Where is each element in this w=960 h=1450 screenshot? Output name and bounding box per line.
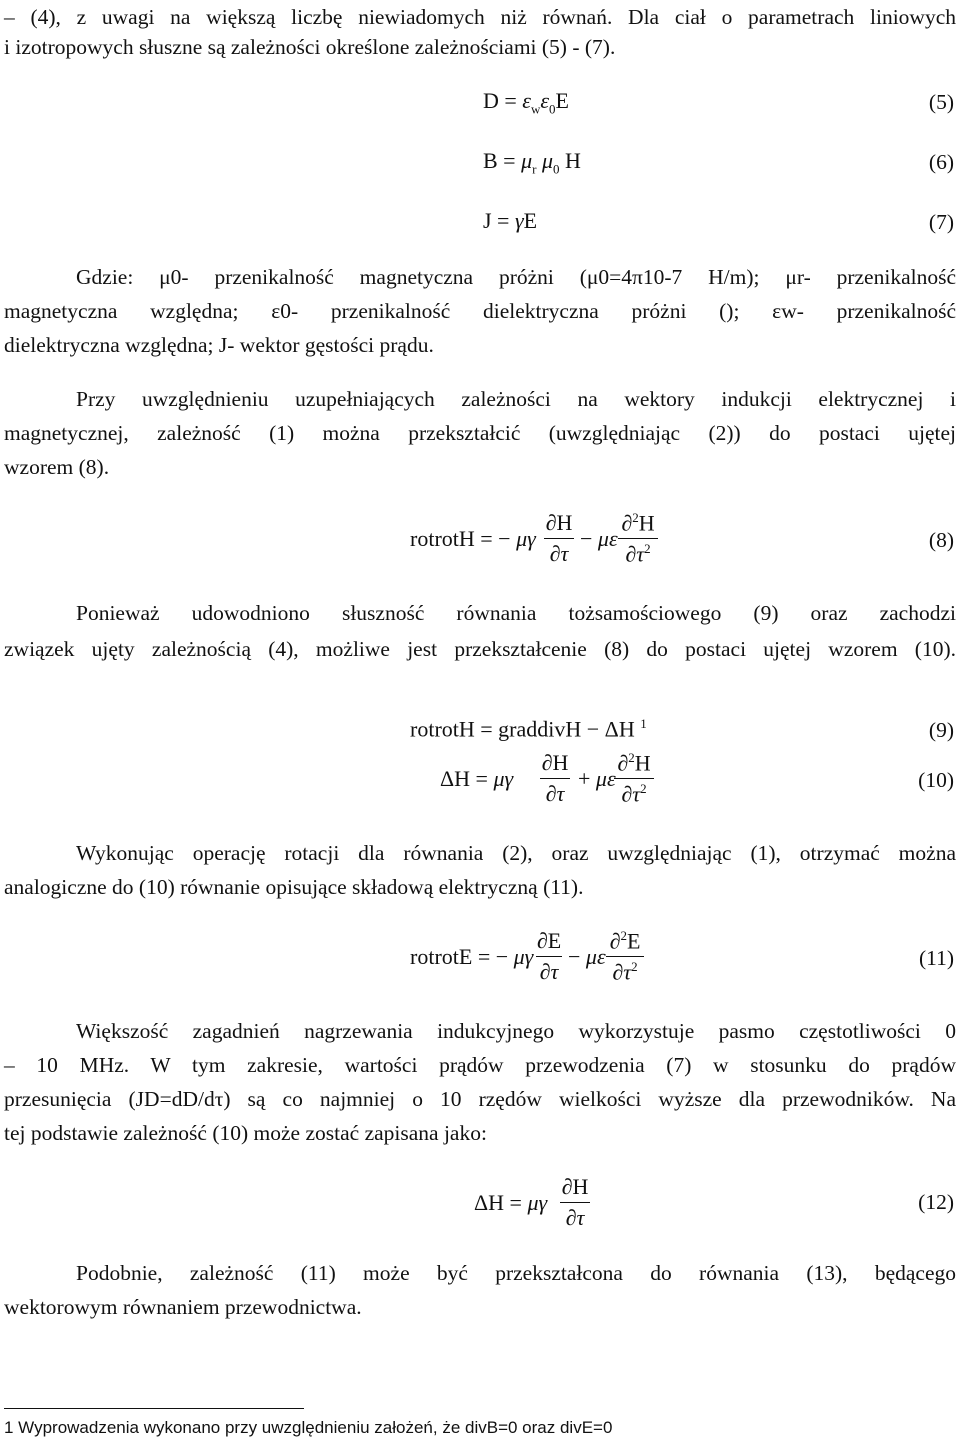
paragraph-3-line-1: Przy uwzględnieniu uzupełniających zależności na wektory indukcji elektrycznej i	[76, 387, 956, 411]
equation-11-number: (11)	[918, 946, 954, 970]
equation-5-number: (5)	[928, 90, 954, 114]
equation-7: J = γE	[483, 208, 538, 233]
paragraph-1-line-1: – (4), z uwagi na większą liczbę niewiadomych niż równań. Dla ciał o parametrach liniowych	[4, 5, 956, 29]
equation-11: rotrotE = − μγ	[410, 944, 534, 969]
equation-7-number: (7)	[928, 210, 954, 234]
equation-8: rotrotH = − μγ	[410, 526, 536, 551]
equation-10: ΔH = μγ	[440, 766, 514, 791]
paragraph-2-line-2: magnetyczna względna; ε0- przenikalność dielektryczna próżni (); εw- przenikalność	[4, 299, 956, 323]
equation-8-fraction-1: ∂H ∂τ	[545, 510, 573, 566]
equation-9-number: (9)	[928, 718, 954, 742]
equation-10-fraction-1: ∂H ∂τ	[541, 750, 569, 806]
equation-12: ΔH = μγ	[474, 1190, 548, 1215]
paragraph-6-line-2: – 10 MHz. W tym zakresie, wartości prądów przewodzenia (7) w stosunku do prądów	[4, 1053, 956, 1077]
equation-9: rotrotH = graddivH − ΔH $^1$	[410, 716, 647, 742]
paragraph-2-line-3: dielektryczna względna; J- wektor gęstości prądu.	[4, 333, 434, 357]
paragraph-5-line-2: analogiczne do (10) równanie opisujące składową elektryczną (11).	[4, 875, 584, 899]
equation-8-number: (8)	[928, 528, 954, 552]
paragraph-5-line-1: Wykonując operację rotacji dla równania (2), oraz uwzględniając (1), otrzymać można	[76, 841, 956, 865]
paragraph-6-line-3: przesunięcia (JD=dD/dτ) są co najmniej o 10 rzędów wielkości wyższe dla przewodników. Na	[4, 1087, 956, 1111]
footnote: 1 Wyprowadzenia wykonano przy uwzględnieniu założeń, że divB=0 oraz divE=0	[4, 1418, 613, 1437]
equation-12-fraction: ∂H ∂τ	[561, 1174, 589, 1230]
paragraph-3-line-3: wzorem (8).	[4, 455, 110, 479]
footnote-rule	[4, 1408, 304, 1409]
equation-11-fraction-2: ∂$^2$E $\partial\tau^2$	[606, 928, 644, 986]
equation-8-term-2: − με	[580, 526, 618, 551]
paragraph-3-line-2: magnetycznej, zależność (1) można przekształcić (uwzględniając (2)) do postaci ujętej	[4, 421, 956, 445]
equation-5: $D = \varepsilon_w\varepsilon_0E$	[483, 88, 569, 117]
paragraph-4-line-1: Ponieważ udowodniono słuszność równania tożsamościowego (9) oraz zachodzi	[76, 601, 956, 625]
equation-8-fraction-2: ∂$^2$H $\partial\tau^2$	[618, 510, 658, 568]
equation-6: $B = \mu_r$ $\mu_0$ H	[483, 148, 581, 177]
equation-10-term-2: + με	[578, 766, 616, 791]
equation-12-number: (12)	[918, 1190, 954, 1214]
equation-11-fraction-1: ∂E ∂τ	[536, 928, 562, 984]
paragraph-1-line-2: i izotropowych słuszne są zależności określone zależnościami (5) - (7).	[4, 35, 616, 59]
equation-10-fraction-2: ∂$^2$H $\partial\tau^2$	[614, 750, 654, 808]
paragraph-6-line-1: Większość zagadnień nagrzewania indukcyjnego wykorzystuje pasmo częstotliwości 0	[76, 1019, 956, 1043]
paragraph-2-line-1: Gdzie: μ0- przenikalność magnetyczna próżni (μ0=4π10-7 H/m); μr- przenikalność	[76, 265, 956, 289]
paragraph-7-line-1: Podobnie, zależność (11) może być przekształcona do równania (13), będącego	[76, 1261, 956, 1285]
paragraph-4-line-2: związek ujęty zależnością (4), możliwe jest przekształcenie (8) do postaci ujętej wzorem (10).	[4, 637, 956, 661]
paragraph-7-line-2: wektorowym równaniem przewodnictwa.	[4, 1295, 362, 1319]
equation-10-number: (10)	[918, 768, 954, 792]
paragraph-6-line-4: tej podstawie zależność (10) może zostać zapisana jako:	[4, 1121, 487, 1145]
equation-11-term-2: − με	[568, 944, 606, 969]
equation-6-number: (6)	[928, 150, 954, 174]
